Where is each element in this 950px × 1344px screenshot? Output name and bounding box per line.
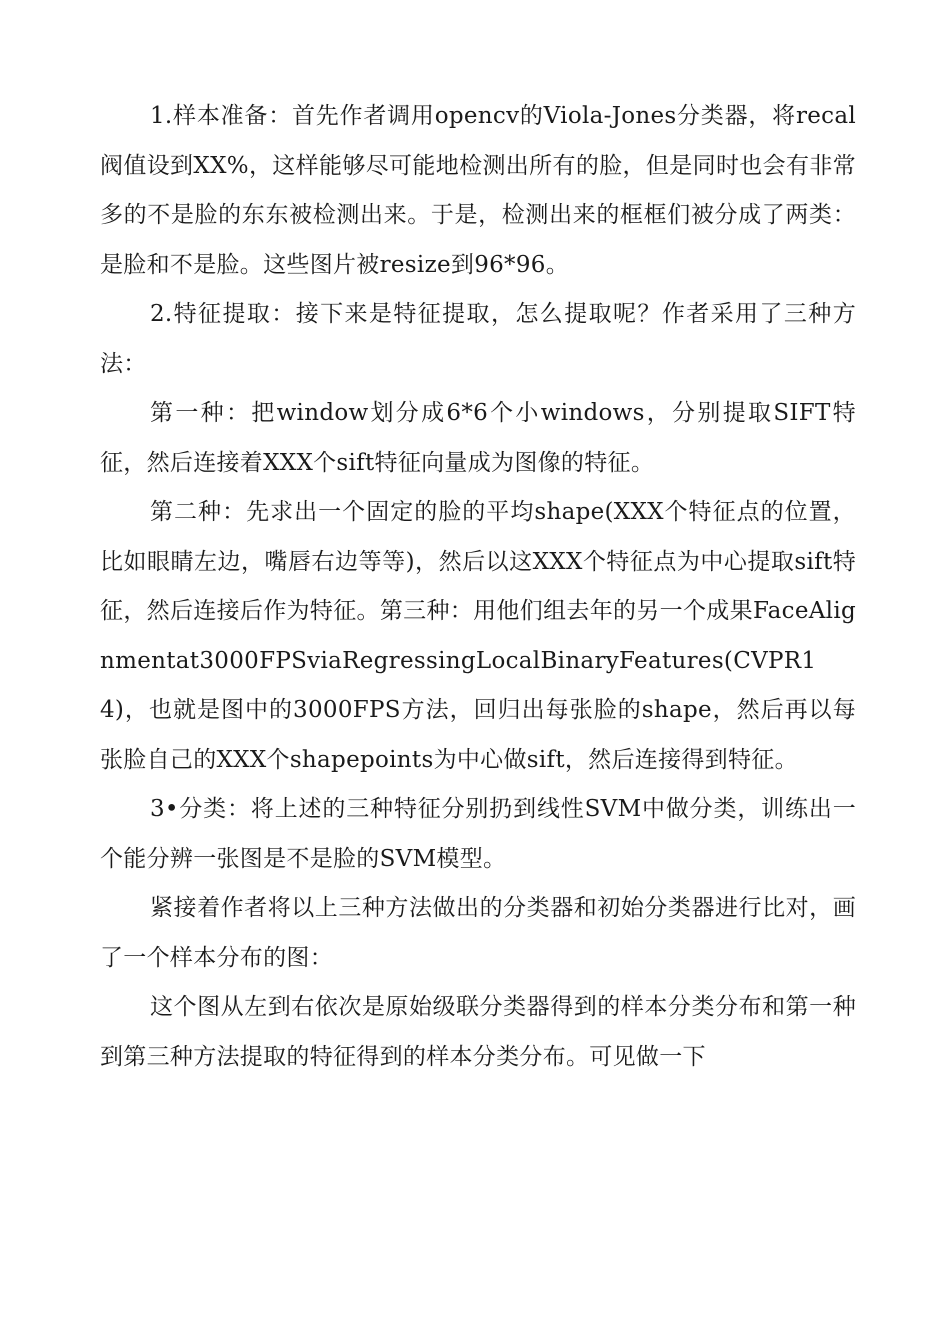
paragraph-method-one: 第一种：把window划分成6*6个小windows，分别提取SIFT特征，然后连接着XXX个sift特征向量成为图像的特征。 (100, 400, 856, 476)
body-text (100, 92, 856, 1082)
paragraph-classification: 3•分类：将上述的三种特征分别扔到线性SVM中做分类，训练出一个能分辨一张图是不是脸的SVM模型。 (100, 796, 856, 872)
paragraph-feature-extraction: 2.特征提取：接下来是特征提取，怎么提取呢？作者采用了三种方法： (100, 301, 856, 377)
paragraph-method-two-three: 第二种：先求出一个固定的脸的平均shape(XXX个特征点的位置，比如眼睛左边，嘴唇右边等等)，然后以这XXX个特征点为中心提取sift特征，然后连接后作为特征。第三种：用他们组去年的另一个成果FaceAlignmentat3000FPSviaRegressingLocalBinaryFeatures(CVPR14)，也就是图中的3000FPS方法，回归出每张脸的shape，然后再以每张脸自己的XXX个shapepoints为中心做sift，然后连接得到特征。 (100, 499, 856, 773)
paragraph-distribution: 这个图从左到右依次是原始级联分类器得到的样本分类分布和第一种到第三种方法提取的特征得到的样本分类分布。可见做一下 (100, 994, 856, 1070)
paragraph-sample-preparation: 1.样本准备：首先作者调用opencv的Viola-Jones分类器，将recal阀值设到XX%，这样能够尽可能地检测出所有的脸，但是同时也会有非常多的不是脸的东东被检测出来。于是，检测出来的框框们被分成了两类：是脸和不是脸。这些图片被resize到96*96。 (100, 103, 856, 278)
paragraph-comparison: 紧接着作者将以上三种方法做出的分类器和初始分类器进行比对，画了一个样本分布的图： (100, 895, 856, 971)
